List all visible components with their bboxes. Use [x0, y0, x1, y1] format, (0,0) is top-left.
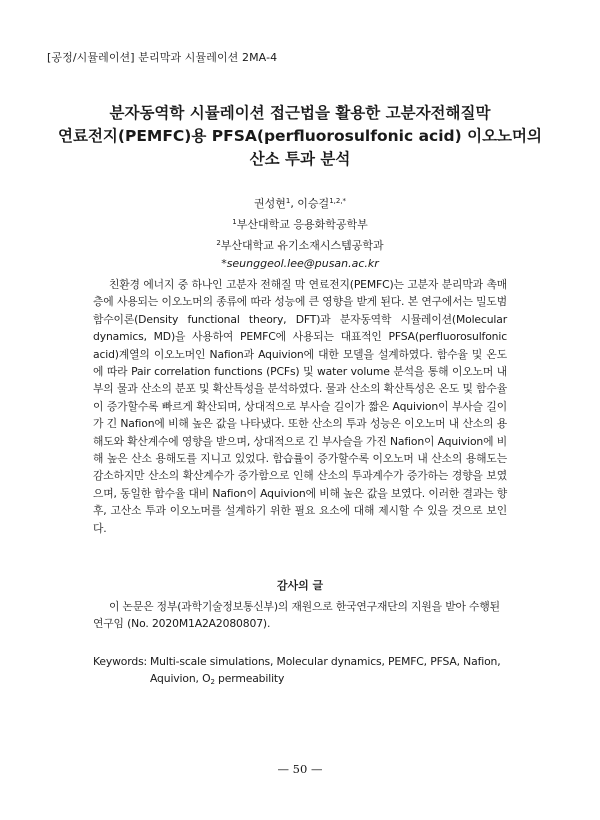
- keywords-subscript: 2: [210, 678, 215, 687]
- affiliation-2-text: 부산대학교 유기소재시스템공학과: [220, 239, 384, 252]
- author-2: , 이승걸: [290, 197, 330, 210]
- affiliation-2-marker: 2: [216, 239, 221, 247]
- affiliation-1-text: 부산대학교 응용화학공학부: [236, 218, 368, 231]
- acknowledgement-heading: 감사의 글: [276, 579, 324, 592]
- acknowledgement-body: 이 논문은 정부(과학기술정보통신부)의 재원으로 한국연구재단의 지원을 받아 수행된 연구임 (No. 2020M1A2A2080807).: [93, 600, 500, 631]
- keywords-main: Multi-scale simulations, Molecular dynamics, PEMFC, PFSA, Nafion, Aquivion, O: [150, 655, 501, 686]
- corresponding-email[interactable]: *seunggeol.lee@pusan.ac.kr: [221, 257, 379, 270]
- paper-title: [0, 102, 600, 171]
- author-names: [0, 192, 600, 213]
- title-line-3: 산소 투과 분석: [249, 150, 351, 168]
- affiliation-2: [0, 234, 600, 255]
- title-line-1: 분자동역학 시뮬레이션 접근법을 활용한 고분자전해질막: [109, 104, 491, 122]
- session-header: [공정/시뮬레이션] 분리막과 시뮬레이션 2MA-4: [47, 51, 278, 64]
- affiliation-1-marker: 1: [232, 218, 237, 226]
- author-1-affil: 1: [285, 197, 291, 205]
- keywords-tail: permeability: [214, 672, 285, 686]
- title-line-2: 연료전지(PEMFC)용 PFSA(perfluorosulfonic acid) 이오노머의: [58, 127, 542, 145]
- author-block: [0, 192, 600, 273]
- affiliation-1: [0, 213, 600, 234]
- author-1: 권성현: [253, 197, 286, 210]
- keywords-text: [150, 653, 510, 692]
- abstract-paragraph: 친환경 에너지 중 하나인 고분자 전해질 막 연료전지(PEMFC)는 고분자 분리막과 촉매층에 사용되는 이오노머의 종류에 따라 성능에 큰 영향을 받게 된다. 본 연구에서는 밀도범함수이론(Density functional theory, DFT)과 분자동역학 시뮬레이션(Molecular dynamics, MD)을 사용하여 PEMFC에 사용되는 대표적인 PFSA(perfluorosulfonic acid)계열의 이오노머인 Nafion과 Aquivion에 대한 모델을 설계하였다. 함수율 및 온도에 따라 Pair correlation functions (PCFs) 및 water volume 분석을 통해 이오노머 내부의 물과 산소의 분포 및 확산특성을 분석하였다. 물과 산소의 확산특성은 온도 및 함수율이 증가할수록 빠르게 확산되며, 상대적으로 부사슬 길이가 짧은 Aquivion이 부사슬 길이가 긴 Nafion에 비해 높은 값을 나타냈다. 또한 산소의 투과 성능은 이오노머 내 산소의 용해도와 확산계수에 영향을 받으며, 상대적으로 긴 부사슬을 가진 Nafion이 Aquivion에 비해 높은 산소 용해도를 지니고 있었다. 함습률이 증가할수록 이오노머 내 산소의 용해도는 감소하지만 산소의 확산계수가 증가함으로 인해 산소의 투과계수가 증가하는 경향을 보였으며, 동일한 함수율 대비 Nafion이 Aquivion에 비해 높은 값을 보였다. 이러한 결과는 향후, 고산소 투과 이오노머를 설계하기 위한 필요 요소에 대해 제시할 수 있을 것으로 보인다.: [93, 278, 507, 535]
- keywords-label: Keywords:: [93, 655, 148, 668]
- page-number: — 50 —: [277, 762, 323, 776]
- author-2-affil: 1,2,*: [329, 197, 347, 205]
